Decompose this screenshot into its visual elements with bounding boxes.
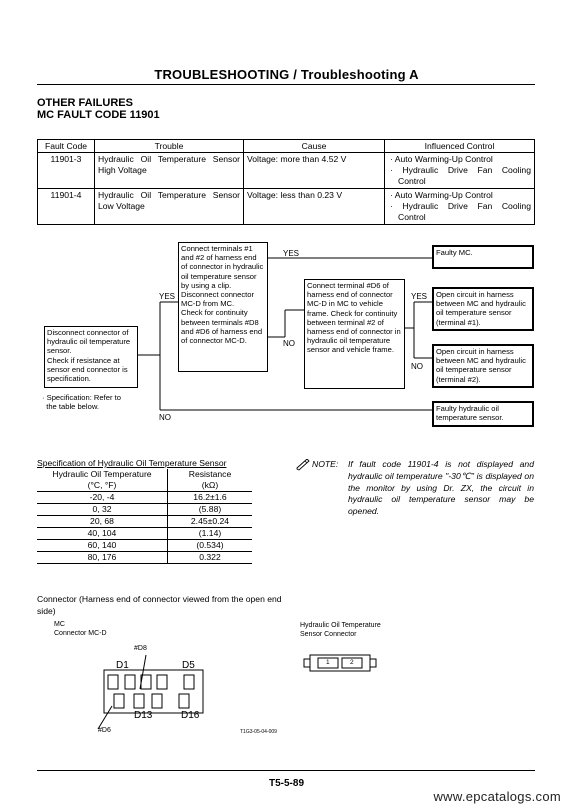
result-faulty-sensor: Faulty hydraulic oil temperature sensor. xyxy=(432,401,534,427)
resistance-cell: 0.322 xyxy=(168,552,253,564)
figure-id: T1G3-05-04-009 xyxy=(240,729,277,735)
control-item: · Hydraulic Drive Fan Cooling Control xyxy=(390,201,531,222)
label-yes: YES xyxy=(159,292,176,301)
flow-frame-check-box: Connect terminal #D6 of harness end of connector MC-D in MC to vehicle frame. Check for continuity between terminal #2 of harness end of connector in hydraulic oil temperature sensor and vehicle frame. xyxy=(304,279,405,389)
pin-d5-label: D5 xyxy=(182,660,195,671)
label-yes: YES xyxy=(283,249,300,258)
label-yes: YES xyxy=(411,292,428,301)
resistance-cell: (1.14) xyxy=(168,528,253,540)
resistance-cell: 16.2±1.6 xyxy=(168,492,253,504)
col-fault-code: Fault Code xyxy=(38,140,95,153)
result-open-circuit-1: Open circuit in harness between MC and hydraulic oil temperature sensor (terminal #1). xyxy=(432,287,534,331)
page-title: TROUBLESHOOTING / Troubleshooting A xyxy=(154,67,419,82)
pin-d6-label: #D6 xyxy=(98,727,111,734)
temp-cell: 60, 140 xyxy=(37,540,168,552)
footer-rule xyxy=(37,770,535,771)
sensor-pin-2: 2 xyxy=(350,659,354,666)
section-line-2: MC FAULT CODE 11901 xyxy=(37,109,160,121)
trouble: Hydraulic Oil Temperature Sensor High Voltage xyxy=(95,153,244,189)
control-item: · Auto Warming-Up Control xyxy=(390,190,493,200)
label-no: NO xyxy=(411,362,423,371)
trouble: Hydraulic Oil Temperature Sensor Low Voltage xyxy=(95,189,244,225)
watermark: www.epcatalogs.com xyxy=(433,789,561,804)
pin-d1-label: D1 xyxy=(116,660,129,671)
resistance-cell: (5.88) xyxy=(168,504,253,516)
sensor-pin-1: 1 xyxy=(326,659,330,666)
pin-d13-label: D13 xyxy=(134,710,153,721)
resistance-cell: 2.45±0.24 xyxy=(168,516,253,528)
cause: Voltage: more than 4.52 V xyxy=(244,153,385,189)
temp-cell: 40, 104 xyxy=(37,528,168,540)
label-no: NO xyxy=(159,413,171,422)
col-cause: Cause xyxy=(244,140,385,153)
control-item: · Auto Warming-Up Control xyxy=(390,154,493,164)
note-label: NOTE: xyxy=(312,459,339,469)
note-text: If fault code 11901-4 is not displayed and hydraulic oil temperature "-30℃" is displayed on the monitor by using Dr. ZX, the circuit in hydraulic oil temperature sensor may be opened. xyxy=(348,459,534,517)
col-resistance: Resistance (kΩ) xyxy=(168,469,253,492)
pin-d16-label: D16 xyxy=(181,710,200,721)
fault-code: 11901-4 xyxy=(38,189,95,225)
cause: Voltage: less than 0.23 V xyxy=(244,189,385,225)
page-number: T5-5-89 xyxy=(268,778,304,789)
temp-cell: -20, -4 xyxy=(37,492,168,504)
result-faulty-mc: Faulty MC. xyxy=(432,245,534,269)
section-line-1: OTHER FAILURES xyxy=(37,97,133,109)
spec-table-title: Specification of Hydraulic Oil Temperature Sensor xyxy=(37,458,227,468)
temp-cell: 0, 32 xyxy=(37,504,168,516)
fault-code: 11901-3 xyxy=(38,153,95,189)
label-no: NO xyxy=(283,339,295,348)
pin-d8-label: #D8 xyxy=(134,645,147,652)
result-open-circuit-2: Open circuit in harness between MC and hydraulic oil temperature sensor (terminal #2). xyxy=(432,344,534,388)
control-item: · Hydraulic Drive Fan Cooling Control xyxy=(390,165,531,186)
col-influenced-control: Influenced Control xyxy=(385,140,535,153)
spec-note: · Specification: Refer to the table below. xyxy=(42,393,121,411)
flow-continuity-check-box: Connect terminals #1 and #2 of harness end of connector in hydraulic oil temperature sensor by using a clip. Disconnect connector MC-D from MC. Check for continuity between terminals #D8 and #D6 of harness end of connector MC-D. xyxy=(178,242,268,372)
resistance-cell: (0.534) xyxy=(168,540,253,552)
col-trouble: Trouble xyxy=(95,140,244,153)
temp-cell: 80, 176 xyxy=(37,552,168,564)
sensor-connector-label: Hydraulic Oil Temperature Sensor Connector xyxy=(300,622,381,638)
temp-cell: 20, 68 xyxy=(37,516,168,528)
connector-title: Connector (Harness end of connector viewed from the open end side) xyxy=(37,594,282,616)
mc-connector-label: MC Connector MC-D xyxy=(54,621,107,637)
col-temperature: Hydraulic Oil Temperature (°C, °F) xyxy=(37,469,168,492)
flow-start-box: Disconnect connector of hydraulic oil temperature sensor. Check if resistance at sensor end connector is specification. xyxy=(44,326,138,388)
